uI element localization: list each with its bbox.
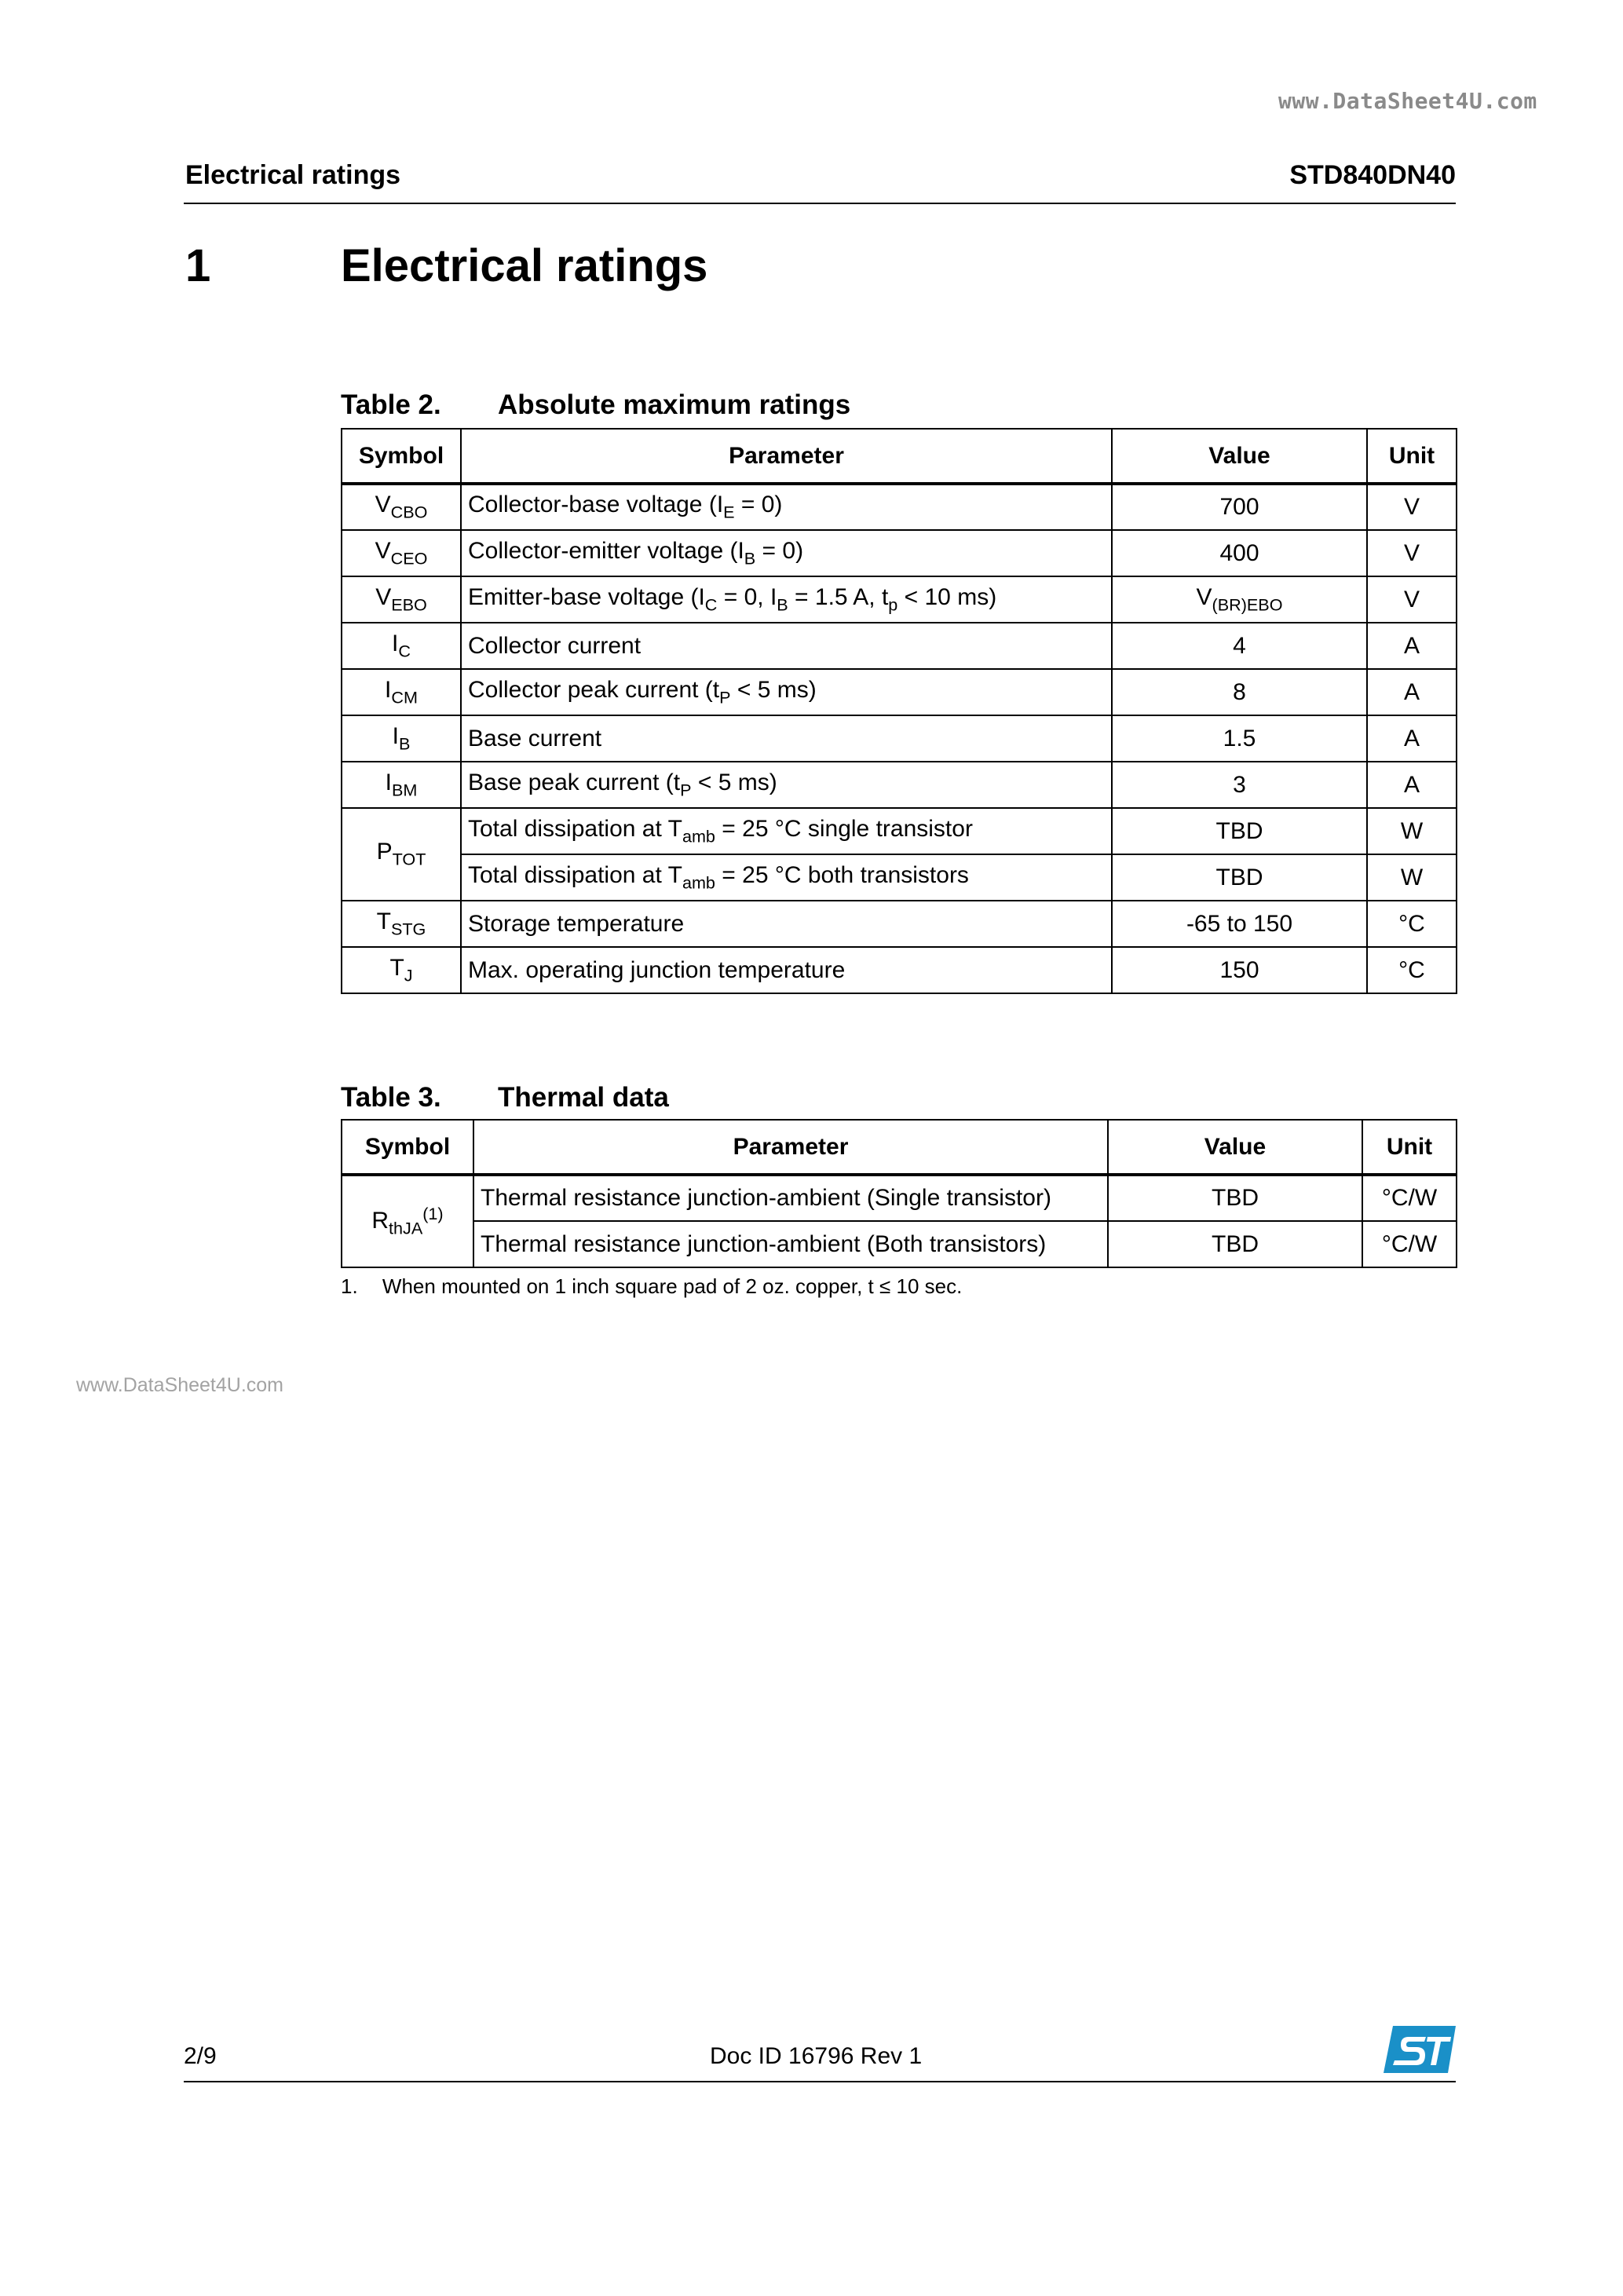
table2-title: Absolute maximum ratings [498,389,851,420]
table-header-row [342,429,1457,484]
parameter-cell [461,762,1112,808]
table-row [342,530,1457,576]
parameter-text: Collector current [468,632,642,659]
value-cell [1112,901,1367,947]
parameter-text: Storage temperature [468,910,685,937]
symbol-subscript: BM [391,780,418,800]
symbol-cell [342,715,461,762]
table-row [342,854,1457,901]
parameter-cell [461,808,1112,854]
parameter-subscript: amb [682,872,715,893]
header-rule [184,203,1456,204]
footnote [341,1274,962,1299]
unit-cell: °C [1367,947,1457,993]
parameter-subscript: P [680,780,692,800]
value-cell: TBD [1108,1175,1362,1221]
value-cell [1112,530,1367,576]
symbol-cell [342,623,461,669]
parameter-text: = 0, I [717,583,777,610]
value-text: 8 [1233,678,1246,705]
parameter-subscript: amb [682,826,715,846]
unit-cell: A [1367,623,1457,669]
value-text: 700 [1219,494,1259,520]
symbol-main: I [385,676,392,703]
parameter-text: Emitter-base voltage (I [468,583,705,610]
parameter-text: = 0) [755,537,804,564]
parameter-text: Max. operating junction temperature [468,956,846,983]
symbol-main: I [392,630,399,656]
table2-label: Table 2. [341,389,441,420]
parameter-text: Base peak current (t [468,769,681,795]
section-title: Electrical ratings [341,240,708,291]
parameter-cell [461,854,1112,901]
table-row [342,484,1457,530]
section-number: 1 [185,240,211,291]
table-row [342,1175,1457,1221]
parameter-cell [461,947,1112,993]
symbol-subscript: J [404,965,413,985]
symbol-main: R [371,1208,389,1234]
value-cell [1112,669,1367,715]
parameter-cell [461,901,1112,947]
value-cell [1112,854,1367,901]
parameter-text: Collector-emitter voltage (I [468,537,744,564]
symbol-cell [342,1175,473,1267]
table-row [342,947,1457,993]
symbol-subscript: thJA [389,1218,423,1238]
symbol-main: V [375,583,392,610]
parameter-cell: Thermal resistance junction-ambient (Both transistors) [473,1221,1108,1267]
value-subscript: (BR)EBO [1212,594,1283,615]
parameter-cell: Thermal resistance junction-ambient (Single transistor) [473,1175,1108,1221]
symbol-cell [342,947,461,993]
symbol-subscript: C [398,641,411,661]
symbol-cell [342,530,461,576]
parameter-cell [461,484,1112,530]
watermark-mid: www.DataSheet4U.com [76,1374,284,1396]
parameter-subscript: E [723,502,735,522]
footer-rule [184,2081,1456,2082]
parameter-text: = 25 °C single transistor [715,815,973,842]
parameter-text: Collector-base voltage (I [468,492,724,518]
header-value: Value [1112,429,1367,484]
table-row [342,576,1457,623]
symbol-main: I [385,769,392,795]
unit-cell: A [1367,762,1457,808]
parameter-cell [461,669,1112,715]
unit-cell: W [1367,808,1457,854]
value-cell [1112,623,1367,669]
parameter-text: Total dissipation at T [468,815,682,842]
running-header-part-number: STD840DN40 [1289,160,1456,190]
symbol-subscript: CBO [390,502,428,522]
symbol-main: I [392,722,399,749]
parameter-cell [461,715,1112,762]
value-cell [1112,947,1367,993]
unit-cell: W [1367,854,1457,901]
header-symbol: Symbol [342,1120,473,1175]
symbol-main: V [375,537,391,564]
symbol-cell [342,901,461,947]
value-cell [1112,576,1367,623]
symbol-subscript: EBO [391,594,427,615]
st-logo-icon [1384,2026,1456,2073]
thermal-data-table [341,1119,1457,1268]
parameter-subscript: B [744,548,756,569]
table-header-row [342,1120,1457,1175]
value-text: 1.5 [1223,725,1256,751]
header-parameter: Parameter [461,429,1112,484]
symbol-main: T [376,908,391,934]
parameter-subscript: C [704,594,718,615]
doc-id: Doc ID 16796 Rev 1 [710,2043,923,2069]
footnote-text: When mounted on 1 inch square pad of 2 oz. copper, t ≤ 10 sec. [382,1274,963,1298]
table-row [342,715,1457,762]
unit-cell: V [1367,484,1457,530]
symbol-cell [342,762,461,808]
parameter-subscript: p [888,594,898,615]
absolute-maximum-ratings-table [341,428,1457,994]
symbol-subscript: CM [391,687,418,707]
symbol-cell [342,808,461,901]
table-row [342,669,1457,715]
running-header-section: Electrical ratings [185,160,401,190]
parameter-text: < 5 ms) [730,676,817,703]
parameter-text: Collector peak current (t [468,676,720,703]
value-text: 400 [1219,539,1259,566]
parameter-cell [461,623,1112,669]
table-row [342,901,1457,947]
parameter-text: = 1.5 A, t [788,583,889,610]
parameter-text: = 25 °C both transistors [715,861,969,888]
symbol-main: V [375,492,391,518]
unit-cell: V [1367,576,1457,623]
value-cell [1112,808,1367,854]
symbol-main: T [389,954,404,981]
header-parameter: Parameter [473,1120,1108,1175]
unit-cell: A [1367,715,1457,762]
header-unit: Unit [1367,429,1457,484]
symbol-main: P [376,839,393,865]
parameter-text: = 0) [734,492,783,518]
value-cell [1112,715,1367,762]
value-cell: TBD [1108,1221,1362,1267]
unit-cell: V [1367,530,1457,576]
value-text: 150 [1219,956,1259,983]
parameter-cell [461,576,1112,623]
symbol-subscript: B [398,733,411,754]
symbol-subscript: TOT [392,849,426,869]
table-row [342,762,1457,808]
watermark-top: www.DataSheet4U.com [1278,88,1537,114]
value-cell [1112,762,1367,808]
header-unit: Unit [1362,1120,1457,1175]
page-number: 2/9 [184,2043,217,2069]
value-text: 4 [1233,632,1246,659]
table-row [342,623,1457,669]
table3-label: Table 3. [341,1082,441,1113]
header-symbol: Symbol [342,429,461,484]
parameter-text: Base current [468,725,602,751]
symbol-cell [342,669,461,715]
symbol-cell [342,484,461,530]
value-text: TBD [1215,864,1263,890]
parameter-subscript: B [777,594,788,615]
symbol-cell [342,576,461,623]
value-text: TBD [1215,817,1263,844]
symbol-subscript: STG [390,919,426,939]
unit-cell: °C [1367,901,1457,947]
footnote-number: 1. [341,1274,358,1298]
value-text: V [1196,583,1212,610]
parameter-text: < 10 ms) [897,583,997,610]
table3-title: Thermal data [498,1082,669,1113]
footnote-ref: (1) [422,1204,444,1224]
value-text: 3 [1233,771,1246,798]
unit-cell: A [1367,669,1457,715]
parameter-subscript: P [719,687,731,707]
value-cell [1112,484,1367,530]
header-value: Value [1108,1120,1362,1175]
parameter-text: Total dissipation at T [468,861,682,888]
unit-cell: °C/W [1362,1221,1457,1267]
value-text: -65 to 150 [1186,910,1293,937]
unit-cell: °C/W [1362,1175,1457,1221]
symbol-subscript: CEO [390,548,428,569]
table-row [342,808,1457,854]
table-row [342,1221,1457,1267]
parameter-cell [461,530,1112,576]
parameter-text: < 5 ms) [691,769,777,795]
